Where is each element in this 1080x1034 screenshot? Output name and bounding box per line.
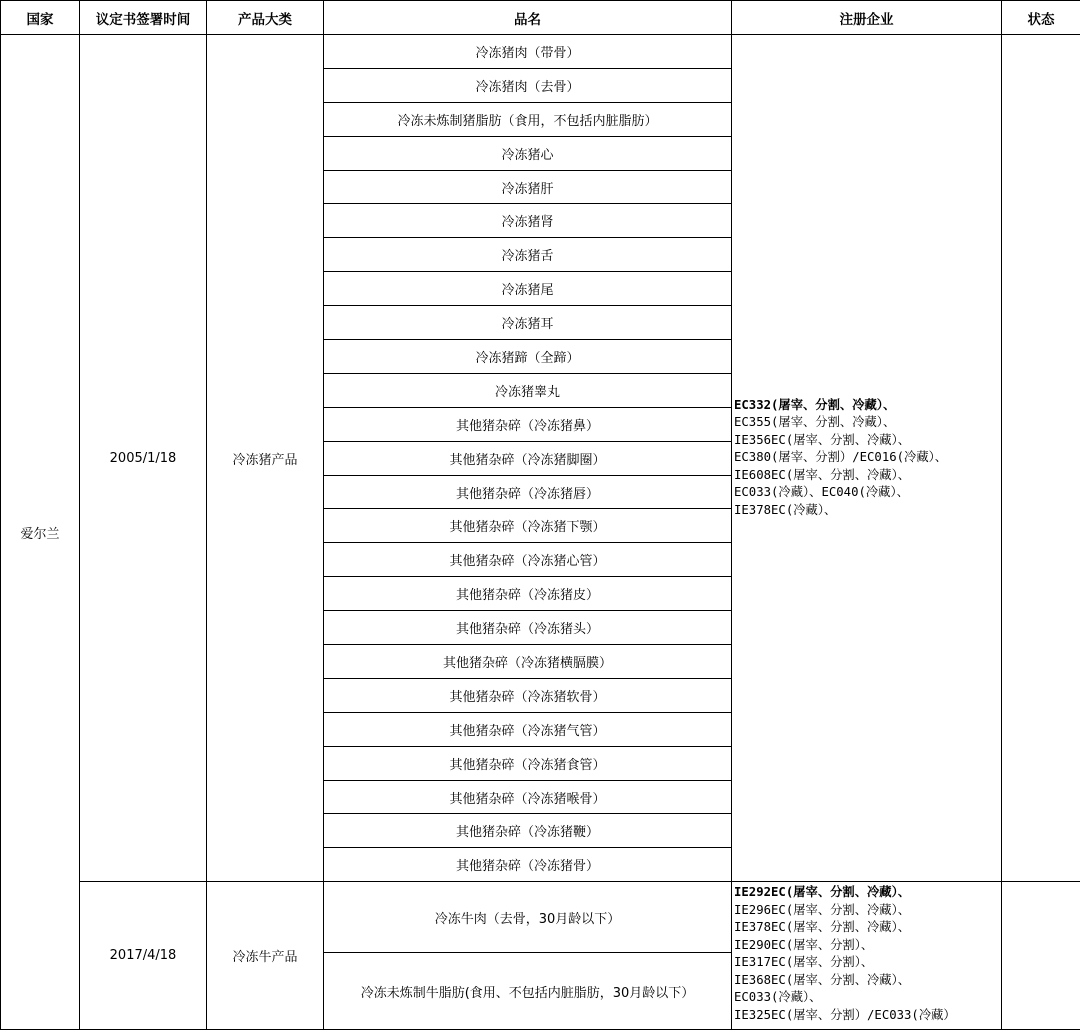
- enterprise-cell: [732, 882, 1002, 1030]
- category-cell: 冷冻牛产品: [207, 882, 324, 1030]
- status-cell: [1002, 882, 1080, 1030]
- product-name-cell: 其他猪杂碎（冷冻猪皮）: [324, 577, 732, 611]
- product-name-cell: 其他猪杂碎（冷冻猪横膈膜）: [324, 645, 732, 679]
- table-row: [1, 35, 1080, 69]
- enterprise-line: IE296EC(屠宰、分割、冷藏）、: [734, 902, 911, 917]
- country-cell: 爱尔兰: [1, 35, 80, 1030]
- enterprise-line: EC355(屠宰、分割、冷藏）、: [734, 415, 896, 430]
- product-name-cell: 其他猪杂碎（冷冻猪食管）: [324, 746, 732, 780]
- product-name-cell: 冷冻猪肾: [324, 204, 732, 238]
- enterprise-line: IE378EC(屠宰、分割、冷藏）、: [734, 920, 911, 935]
- product-name-cell: 其他猪杂碎（冷冻猪软骨）: [324, 678, 732, 712]
- enterprise-line: IE317EC(屠宰、分割）、: [734, 955, 874, 970]
- header-date: 议定书签署时间: [80, 1, 207, 35]
- product-name-cell: 冷冻猪耳: [324, 306, 732, 340]
- date-cell: 2017/4/18: [80, 882, 207, 1030]
- date-cell: 2005/1/18: [80, 35, 207, 882]
- product-name-cell: 冷冻猪心: [324, 136, 732, 170]
- enterprise-line: EC033(冷藏）、EC040(冷藏）、: [734, 485, 909, 500]
- product-name-cell: 其他猪杂碎（冷冻猪喉骨）: [324, 780, 732, 814]
- enterprise-line: IE608EC(屠宰、分割、冷藏）、: [734, 467, 911, 482]
- product-name-cell: 冷冻猪尾: [324, 272, 732, 306]
- product-name-cell: 冷冻未炼制牛脂肪(食用、不包括内脏脂肪，30月龄以下）: [324, 953, 732, 1030]
- header-country: 国家: [1, 1, 80, 35]
- enterprise-line: IE356EC(屠宰、分割、冷藏）、: [734, 432, 911, 447]
- enterprise-cell: [732, 35, 1002, 882]
- header-enterprise: 注册企业: [732, 1, 1002, 35]
- enterprise-line: EC033(冷藏）、: [734, 990, 822, 1005]
- header-product: 品名: [324, 1, 732, 35]
- enterprise-line: EC332(屠宰、分割、冷藏）、: [734, 397, 896, 412]
- product-name-cell: 其他猪杂碎（冷冻猪脚圈）: [324, 441, 732, 475]
- product-name-cell: 冷冻未炼制猪脂肪（食用，不包括内脏脂肪）: [324, 102, 732, 136]
- status-cell: [1002, 35, 1080, 882]
- enterprise-line: EC380(屠宰、分割）/EC016(冷藏）、: [734, 450, 948, 465]
- product-name-cell: 其他猪杂碎（冷冻猪骨）: [324, 848, 732, 882]
- header-row: [1, 1, 1080, 35]
- enterprise-line: IE292EC(屠宰、分割、冷藏）、: [734, 885, 911, 900]
- enterprise-line: IE290EC(屠宰、分割）、: [734, 937, 874, 952]
- product-name-cell: 冷冻猪舌: [324, 238, 732, 272]
- header-category: 产品大类: [207, 1, 324, 35]
- product-name-cell: 其他猪杂碎（冷冻猪鞭）: [324, 814, 732, 848]
- product-name-cell: 冷冻猪肝: [324, 170, 732, 204]
- product-name-cell: 冷冻猪肉（去骨）: [324, 68, 732, 102]
- category-cell: 冷冻猪产品: [207, 35, 324, 882]
- product-name-cell: 其他猪杂碎（冷冻猪唇）: [324, 475, 732, 509]
- enterprise-line: IE325EC(屠宰、分割）/EC033(冷藏）: [734, 1007, 956, 1022]
- product-name-cell: 冷冻猪睾丸: [324, 373, 732, 407]
- product-name-cell: 其他猪杂碎（冷冻猪头）: [324, 611, 732, 645]
- product-name-cell: 其他猪杂碎（冷冻猪下颚）: [324, 509, 732, 543]
- product-name-cell: 冷冻牛肉（去骨，30月龄以下）: [324, 882, 732, 953]
- enterprise-line: IE368EC(屠宰、分割、冷藏）、: [734, 972, 911, 987]
- product-name-cell: 其他猪杂碎（冷冻猪鼻）: [324, 407, 732, 441]
- product-name-cell: 冷冻猪肉（带骨）: [324, 35, 732, 69]
- product-name-cell: 冷冻猪蹄（全蹄）: [324, 340, 732, 374]
- enterprise-line: IE378EC(冷藏）、: [734, 502, 837, 517]
- header-status: 状态: [1002, 1, 1080, 35]
- product-name-cell: 其他猪杂碎（冷冻猪气管）: [324, 712, 732, 746]
- table-row: [1, 882, 1080, 953]
- product-name-cell: 其他猪杂碎（冷冻猪心管）: [324, 543, 732, 577]
